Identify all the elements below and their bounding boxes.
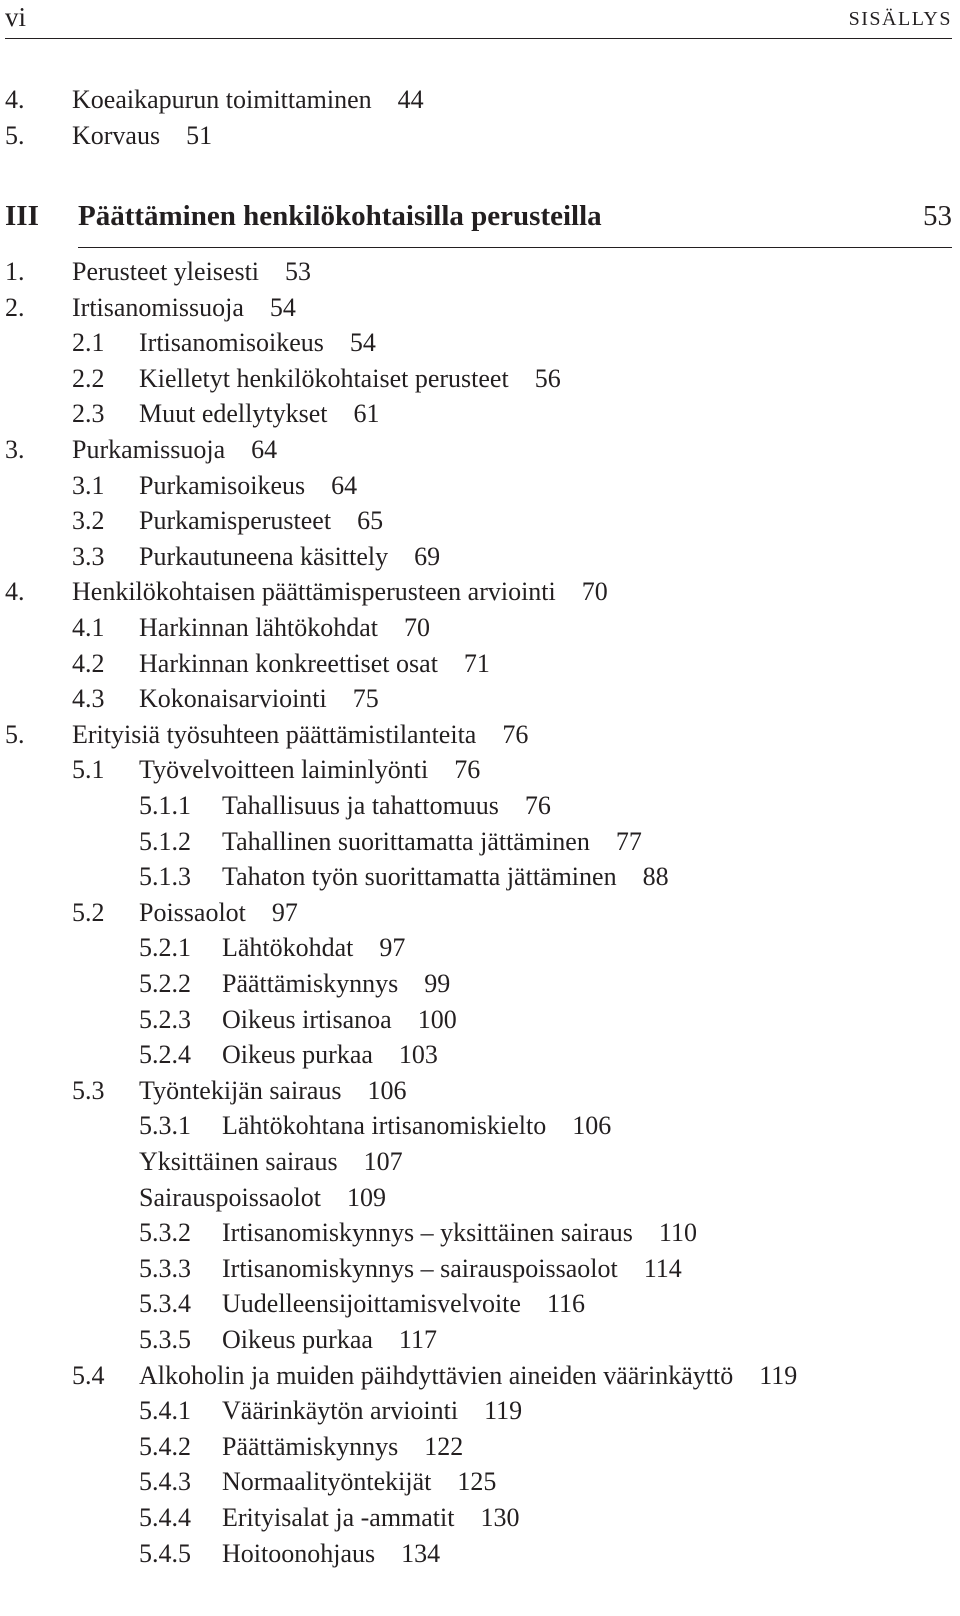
toc-entry	[0, 1251, 950, 1287]
toc-entry-number: 2.1	[72, 328, 105, 358]
toc-entry-title-text: Korvaus	[72, 120, 161, 150]
toc-entry-title	[139, 1180, 386, 1216]
toc-entry-page: 88	[642, 862, 669, 892]
toc-entry-number: 5.4.3	[139, 1467, 191, 1497]
page-number: vi	[5, 2, 27, 32]
toc-entry	[0, 1215, 950, 1251]
toc-entry	[0, 1393, 950, 1429]
toc-entry-title-text: Irtisanomiskynnys – sairauspoissaolot	[222, 1253, 618, 1283]
toc-entry-number: 5.1.1	[139, 791, 191, 820]
toc-entry-title-text: Purkamissuoja	[72, 435, 226, 464]
toc-entry-title	[139, 539, 440, 575]
toc-entry-page: 110	[658, 1218, 697, 1248]
toc-entry	[0, 1108, 950, 1144]
toc-entry-title	[139, 325, 376, 361]
toc-entry-title	[72, 82, 424, 118]
toc-entry	[0, 930, 950, 966]
toc-entry	[0, 432, 950, 468]
toc-entry-title-text: Purkautuneena käsittely	[139, 541, 389, 571]
toc-entry-title	[139, 1358, 797, 1394]
toc-entry-page: 77	[615, 826, 642, 856]
toc-entry-title-text: Poissaolot	[139, 897, 246, 927]
toc-entry-title-text: Päättämiskynnys	[222, 969, 399, 998]
toc-entry-title-text: Oikeus purkaa	[222, 1325, 373, 1354]
toc-entry-title-text: Alkoholin ja muiden päihdyttävien aineiden väärinkäyttö	[139, 1360, 734, 1390]
toc-entry-title	[139, 468, 357, 504]
toc-entry	[0, 1536, 950, 1572]
toc-entry-title-text: Erityisalat ja -ammatit	[222, 1503, 455, 1532]
toc-entry	[0, 1500, 950, 1536]
toc-entry-title	[222, 824, 642, 860]
toc-entry-title	[139, 752, 480, 788]
toc-entry	[0, 966, 950, 1002]
toc-entry-title-text: Tahaton työn suorittamatta jättäminen	[222, 862, 617, 892]
toc-entry-title	[222, 1322, 437, 1358]
toc-entry-page: 125	[457, 1467, 497, 1497]
toc-entry-page: 106	[367, 1075, 407, 1105]
toc-entry-number: 2.3	[72, 399, 105, 429]
toc-entry-number: 5.1.3	[139, 862, 191, 892]
toc-entry	[0, 610, 950, 646]
toc-entry-page: 134	[401, 1538, 441, 1568]
toc-entry-title	[139, 646, 490, 682]
toc-entry	[0, 503, 950, 539]
toc-entry-page: 100	[417, 1004, 457, 1034]
toc-entry-title	[72, 574, 608, 610]
toc-entry-title	[222, 966, 450, 1002]
toc-entry-title-text: Sairauspoissaolot	[139, 1182, 321, 1212]
toc-entry-page: 109	[347, 1182, 386, 1212]
toc-entry	[0, 824, 950, 860]
toc-entry-page: 130	[480, 1503, 520, 1532]
toc-entry-title	[222, 859, 669, 895]
toc-entry	[0, 118, 950, 154]
toc-entry-title	[72, 290, 296, 326]
toc-entry-title	[72, 717, 528, 753]
toc-entry-number: 5.1.2	[139, 826, 191, 856]
running-title: SISÄLLYS	[848, 8, 952, 30]
toc-entry-title	[222, 1429, 463, 1465]
toc-entry-number: 2.2	[72, 363, 105, 393]
toc-entry-title	[222, 1037, 438, 1073]
toc-entry	[0, 361, 950, 397]
toc-entry-page: 53	[285, 257, 312, 286]
toc-entry-title-text: Purkamisperusteet	[139, 506, 332, 536]
toc-entry-title	[222, 1500, 519, 1536]
toc-entry-number: 5.2.2	[139, 969, 191, 998]
toc-entry-number: 3.	[5, 435, 25, 464]
toc-entry-title-text: Purkamisoikeus	[139, 470, 306, 500]
toc-entry-page: 70	[404, 613, 430, 642]
toc-entry-page: 106	[572, 1111, 612, 1141]
toc-entry-title	[222, 1251, 682, 1287]
toc-entry-number: 1.	[5, 257, 25, 286]
toc-entry-page: 54	[269, 292, 296, 322]
toc-entry-title	[139, 610, 430, 646]
toc-entry-title-text: Lähtökohdat	[222, 933, 354, 963]
toc-entry-title-text: Yksittäinen sairaus	[139, 1147, 338, 1176]
toc-entry-page: 119	[759, 1360, 798, 1390]
toc-entry-title-text: Normaalityöntekijät	[222, 1467, 432, 1497]
toc-entry	[0, 1002, 950, 1038]
toc-entry-title	[222, 1215, 697, 1251]
toc-entry-page: 99	[424, 969, 451, 998]
toc-entry-title-text: Tahallisuus ja tahattomuus	[222, 791, 499, 820]
toc-entry-title	[222, 1536, 440, 1572]
toc-entry-number: 5.1	[72, 755, 105, 785]
toc-entry-title-text: Työntekijän sairaus	[139, 1075, 342, 1105]
toc-entry-page: 103	[398, 1040, 438, 1070]
toc-entry-title	[222, 1464, 496, 1500]
toc-entry	[0, 396, 950, 432]
toc-entry-number: 3.1	[72, 470, 105, 500]
toc-entry-number: 5.2	[72, 897, 105, 927]
toc-entry-number: 4.2	[72, 648, 105, 678]
toc-entry-title-text: Irtisanomisoikeus	[139, 328, 324, 358]
toc-entry-number: 5.4.2	[139, 1431, 191, 1461]
toc-entry-number: 5.2.1	[139, 933, 191, 963]
toc-entry-page: 117	[398, 1325, 437, 1354]
toc-entry-title-text: Hoitoonohjaus	[222, 1538, 376, 1568]
toc-entry	[0, 1037, 950, 1073]
toc-entry-page: 64	[331, 470, 358, 500]
toc-entry-page: 75	[352, 684, 379, 714]
toc-entry	[0, 681, 950, 717]
toc-entry-title-text: Henkilökohtaisen päättämisperusteen arviointi	[72, 577, 556, 607]
toc-entry-title-text: Väärinkäytön arviointi	[222, 1396, 459, 1426]
toc-entry-title-text: Kokonaisarviointi	[139, 684, 327, 714]
toc-entry	[0, 574, 950, 610]
toc-entry-title-text: Perusteet yleisesti	[72, 257, 260, 286]
toc-entry-number: 2.	[5, 292, 25, 322]
toc-entry	[0, 788, 950, 824]
chapter-number: III	[5, 200, 39, 232]
toc-entry	[0, 539, 950, 575]
toc-entry-page: 76	[502, 719, 529, 749]
toc-entry-title-text: Oikeus purkaa	[222, 1040, 373, 1070]
toc-entry-title	[139, 1144, 403, 1180]
toc-entry-number: 3.3	[72, 541, 105, 571]
toc-entry	[0, 1180, 950, 1216]
toc-entry-page: 71	[463, 648, 490, 678]
toc-entry-title	[139, 895, 298, 931]
toc-entry-title-text: Päättämiskynnys	[222, 1431, 399, 1461]
toc-entry-title-text: Oikeus irtisanoa	[222, 1004, 392, 1034]
toc-entry-title	[139, 1073, 407, 1109]
toc-entry-title-text: Koeaikapurun toimittaminen	[72, 85, 372, 114]
toc-entry-title	[139, 503, 383, 539]
toc-entry	[0, 1144, 950, 1180]
toc-entry-page: 97	[379, 933, 406, 963]
toc-entry-number: 5.3.1	[139, 1111, 191, 1141]
toc-entry-number: 4.	[5, 577, 25, 607]
toc-entry-number: 5.4.4	[139, 1503, 191, 1532]
toc-entry-number: 3.2	[72, 506, 105, 536]
toc-entry-page: 107	[363, 1147, 403, 1176]
toc-entry	[0, 1429, 950, 1465]
toc-entry	[0, 717, 950, 753]
toc-entry-number: 5.	[5, 120, 25, 150]
toc-entry	[0, 1358, 950, 1394]
toc-entry-page: 114	[643, 1253, 682, 1283]
toc-entry	[0, 468, 950, 504]
toc-entry	[0, 859, 950, 895]
toc-entry-page: 70	[581, 577, 608, 607]
chapter-title: Päättäminen henkilökohtaisilla perusteilla	[78, 200, 602, 232]
toc-entry-title	[139, 681, 379, 717]
toc-entry-title-text: Kielletyt henkilökohtaiset perusteet	[139, 363, 509, 393]
toc-entry-number: 5.2.3	[139, 1004, 191, 1034]
toc-entry-page: 119	[484, 1396, 523, 1426]
toc-entry-number: 5.3.5	[139, 1325, 191, 1354]
toc-entry-title	[222, 1108, 611, 1144]
toc-entry-title	[222, 1393, 522, 1429]
toc-entry-page: 61	[353, 399, 380, 429]
toc-entry-page: 69	[414, 541, 441, 571]
toc-entry	[0, 254, 950, 290]
toc-entry	[0, 290, 950, 326]
toc-entry-page: 122	[424, 1431, 464, 1461]
toc-entry-page: 116	[546, 1289, 585, 1319]
chapter-rule	[78, 247, 952, 248]
toc-entry-number: 5.4.1	[139, 1396, 191, 1426]
toc-entry-title-text: Harkinnan konkreettiset osat	[139, 648, 438, 678]
toc-entry-page: 54	[349, 328, 376, 358]
toc-entry-title-text: Muut edellytykset	[139, 399, 328, 429]
toc-entry-page: 97	[271, 897, 298, 927]
toc-entry	[0, 752, 950, 788]
toc-entry-number: 5.4	[72, 1360, 105, 1390]
toc-entry-page: 56	[534, 363, 561, 393]
toc-entry-title	[222, 1286, 585, 1322]
toc-entry-number: 5.3.4	[139, 1289, 191, 1319]
toc-entry-number: 5.3.2	[139, 1218, 191, 1248]
toc-entry-page: 44	[397, 85, 424, 114]
toc-entry-title-text: Lähtökohtana irtisanomiskielto	[222, 1111, 547, 1141]
toc-entry	[0, 325, 950, 361]
toc-entry-title	[72, 432, 277, 468]
toc-entry-title	[139, 361, 561, 397]
toc-entry-title	[72, 118, 212, 154]
header-rule	[5, 38, 952, 39]
toc-entry-title-text: Tahallinen suorittamatta jättäminen	[222, 826, 590, 856]
toc-entry-title-text: Työvelvoitteen laiminlyönti	[139, 755, 429, 785]
toc-entry-number: 5.4.5	[139, 1538, 191, 1568]
toc-entry-number: 4.3	[72, 684, 105, 714]
toc-entry-number: 4.	[5, 85, 25, 114]
toc-entry-title	[222, 1002, 457, 1038]
chapter-page-number: 53	[923, 200, 952, 232]
toc-entry-title	[222, 930, 405, 966]
toc-entry-page: 76	[524, 791, 551, 820]
toc-entry	[0, 895, 950, 931]
toc-entry-number: 5.3.3	[139, 1253, 191, 1283]
toc-entry-page: 51	[186, 120, 213, 150]
toc-entry	[0, 1464, 950, 1500]
toc-entry-page: 65	[357, 506, 384, 536]
toc-entry	[0, 646, 950, 682]
toc-entry-page: 64	[251, 435, 278, 464]
toc-entry-number: 5.3	[72, 1075, 105, 1105]
toc-entry-number: 4.1	[72, 613, 105, 642]
toc-entry-title	[139, 396, 379, 432]
toc-entry-number: 5.	[5, 719, 25, 749]
toc-entry-title-text: Uudelleensijoittamisvelvoite	[222, 1289, 521, 1319]
toc-entry	[0, 82, 950, 118]
toc-entry	[0, 1286, 950, 1322]
toc-entry	[0, 1073, 950, 1109]
toc-entry-title-text: Irtisanomiskynnys – yksittäinen sairaus	[222, 1218, 633, 1248]
toc-entry-title	[72, 254, 311, 290]
toc-entry-title-text: Harkinnan lähtökohdat	[139, 613, 378, 642]
toc-entry-title-text: Irtisanomissuoja	[72, 292, 244, 322]
toc-entry-title-text: Erityisiä työsuhteen päättämistilanteita	[72, 719, 477, 749]
toc-entry-number: 5.2.4	[139, 1040, 191, 1070]
toc-entry-title	[222, 788, 551, 824]
toc-entry-page: 76	[454, 755, 481, 785]
toc-entry	[0, 1322, 950, 1358]
